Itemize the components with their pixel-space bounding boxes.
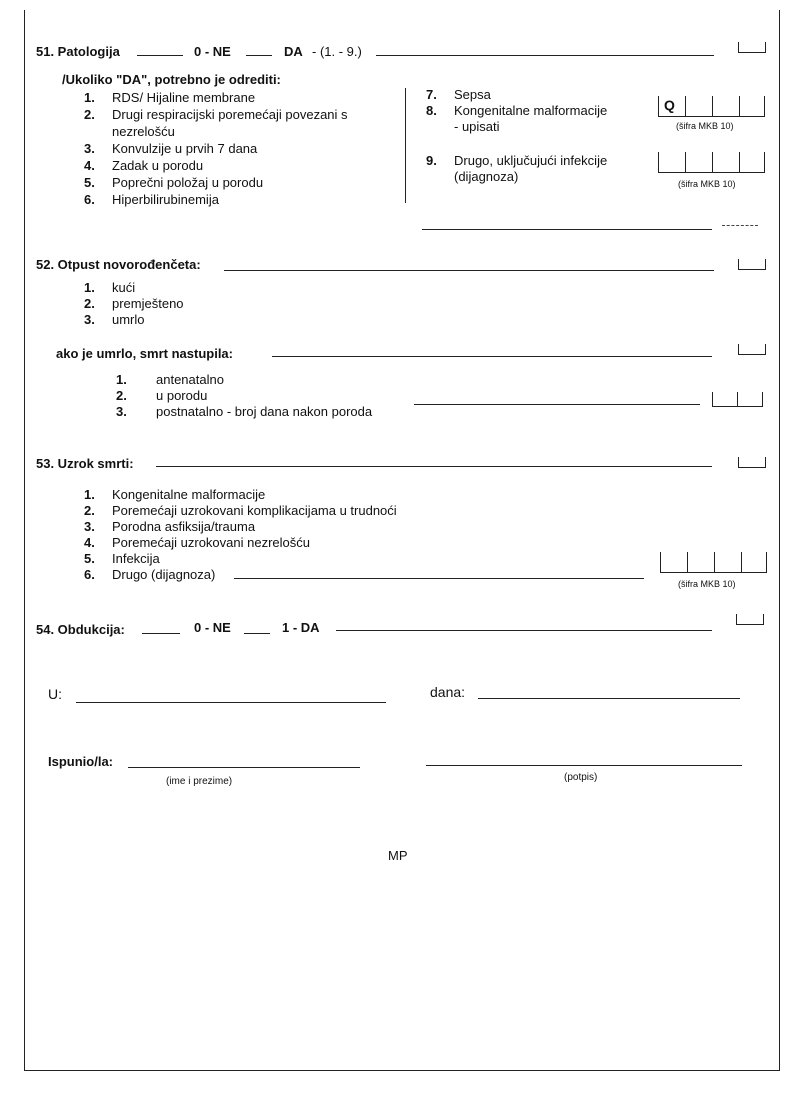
q51-no-blank[interactable] <box>137 55 183 56</box>
list-item: 2. Poremećaji uzrokovani komplikacijama u trudnoći <box>84 503 397 518</box>
q53-code-box[interactable] <box>738 457 766 468</box>
q54-option-yes: 1 - DA <box>282 620 320 635</box>
q51-left-list <box>84 89 348 208</box>
q52-death-list <box>116 372 372 420</box>
name-caption: (ime i prezime) <box>166 776 233 787</box>
q51-option-yes: DA <box>284 44 303 59</box>
place-field[interactable] <box>76 702 386 703</box>
q51-item-7: 7. Sepsa <box>426 87 491 102</box>
q51-column-divider <box>405 88 406 203</box>
filled-by-label: Ispunio/la: <box>48 754 113 769</box>
list-item: 3. postnatalno - broj dana nakon poroda <box>116 404 373 419</box>
q51-yes-blank[interactable] <box>246 55 272 56</box>
q51-item-8: 8. Kongenitalne malformacije - upisati <box>426 103 608 134</box>
q51-code-box[interactable] <box>738 42 766 53</box>
q53-code-cells[interactable] <box>660 552 767 573</box>
stamp-placeholder: MP <box>388 848 408 863</box>
list-item: 2. u porodu <box>116 388 208 403</box>
list-item: 6. Drugo (dijagnoza) <box>84 567 216 582</box>
list-item: 5. Infekcija <box>84 551 160 566</box>
date-label: dana: <box>430 684 466 700</box>
q52-label: 52. Otpust novorođenčeta: <box>36 257 201 272</box>
q51-item8-mkb-caption: (šifra MKB 10) <box>676 121 734 131</box>
list-item: 5. Poprečni položaj u porodu <box>84 175 264 190</box>
place-label: U: <box>48 686 62 702</box>
q53-label: 53. Uzrok smrti: <box>36 456 134 471</box>
q51-dash-mark <box>722 225 758 226</box>
q54-option-no: 0 - NE <box>194 620 231 635</box>
list-item: 3. Porodna asfiksija/trauma <box>84 519 256 534</box>
list-item: nezrelošću <box>112 124 175 139</box>
q51-range: - (1. - 9.) <box>312 44 362 59</box>
q51-label: 51. Patologija <box>36 44 120 59</box>
q51-code-prefix: Q <box>664 97 675 113</box>
list-item: 1. Kongenitalne malformacije <box>84 487 266 502</box>
q53-list <box>84 487 397 583</box>
q51-item9-answer-line[interactable] <box>422 229 712 230</box>
signature-caption: (potpis) <box>564 772 598 783</box>
list-item: 6. Hiperbilirubinemija <box>84 192 219 207</box>
q52-days-line[interactable] <box>414 404 700 405</box>
list-item: 3. Konvulzije u prvih 7 dana <box>84 141 258 156</box>
list-item: 4. Poremećaji uzrokovani nezrelošću <box>84 535 310 550</box>
q51-item9-mkb-caption: (šifra MKB 10) <box>678 179 736 189</box>
signature-field[interactable] <box>426 765 742 766</box>
q52-answer-line[interactable] <box>224 270 714 271</box>
q53-answer-line[interactable] <box>156 466 712 467</box>
q52-days-cells[interactable] <box>712 392 763 407</box>
list-item: 3. umrlo <box>84 312 145 327</box>
list-item: 4. Zadak u porodu <box>84 158 204 173</box>
list-item: 1. kući <box>84 280 136 295</box>
q54-yes-blank[interactable] <box>244 633 270 634</box>
name-field[interactable] <box>128 767 360 768</box>
q52-code-box[interactable] <box>738 259 766 270</box>
q51-instruction: /Ukoliko "DA", potrebno je odrediti: <box>62 72 281 87</box>
list-item: 2. Drugi respiracijski poremećaji povezani s <box>84 107 348 122</box>
q52-list <box>84 280 184 328</box>
q51-item9-code-cells[interactable] <box>658 152 765 173</box>
list-item: 2. premješteno <box>84 296 184 311</box>
q54-code-box[interactable] <box>736 614 764 625</box>
q54-no-blank[interactable] <box>142 633 180 634</box>
q52-death-code-box[interactable] <box>738 344 766 355</box>
q54-label: 54. Obdukcija: <box>36 622 125 637</box>
q53-mkb-caption: (šifra MKB 10) <box>678 579 736 589</box>
q51-option-no: 0 - NE <box>194 44 231 59</box>
q51-answer-line[interactable] <box>376 55 714 56</box>
q52-death-label: ako je umrlo, smrt nastupila: <box>56 346 233 361</box>
list-item: 1. RDS/ Hijaline membrane <box>84 90 256 105</box>
q54-answer-line[interactable] <box>336 630 712 631</box>
date-field[interactable] <box>478 698 740 699</box>
list-item: 1. antenatalno <box>116 372 224 387</box>
q51-item-9: 9. Drugo, uključujući infekcije (dijagnoza) <box>426 153 608 184</box>
q52-death-answer-line[interactable] <box>272 356 712 357</box>
q53-diagnosis-line[interactable] <box>234 578 644 579</box>
